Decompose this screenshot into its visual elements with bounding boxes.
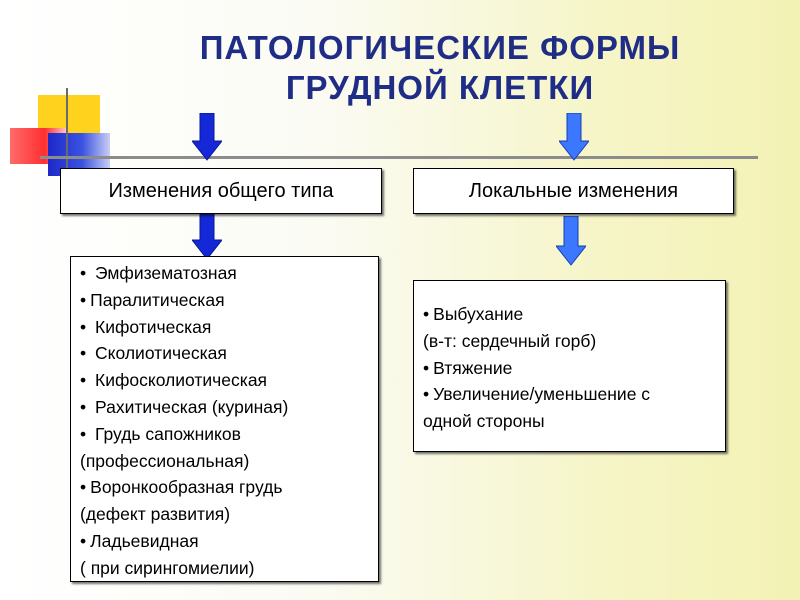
list-item: • Кифосколиотическая [80,367,378,394]
list-item: • Увеличение/уменьшение с [423,381,725,408]
list-item-continuation: (в-т: сердечный горб) [423,330,597,351]
list-item: • Грудь сапожников [80,421,378,448]
local-changes-list [413,280,726,452]
arrow-down-icon [559,113,589,161]
list-item: • Кифотическая [80,314,378,341]
list-item-continuation: (профессиональная) [80,450,250,471]
general-changes-list [70,256,379,582]
local-changes-heading [413,168,734,214]
local-changes-heading-label: Локальные изменения [468,179,679,202]
list-item: • Сколиотическая [80,340,378,367]
list-item: • Воронкообразная грудь [80,474,378,501]
list-item-continuation: ( при сирингомиелии) [80,557,255,578]
list-item-continuation: (дефект развития) [80,504,231,525]
deco-horizontal-line [40,156,758,159]
title-line-1: ПАТОЛОГИЧЕСКИЕ ФОРМЫ [199,29,681,66]
page-title [150,28,730,108]
arrow-down-icon [556,216,586,266]
list-item: • Ладьевидная [80,528,378,555]
list-item: • Выбухание [423,301,725,328]
general-changes-heading [60,168,382,214]
list-item: • Паралитическая [80,287,378,314]
deco-vertical-line [66,88,68,178]
list-item: • Рахитическая (куриная) [80,394,378,421]
arrow-down-icon [192,113,222,161]
arrow-down-icon [192,212,222,260]
general-changes-heading-label: Изменения общего типа [108,179,334,202]
list-item: • Втяжение [423,355,725,382]
list-item: • Эмфизематозная [80,260,378,287]
title-line-2: ГРУДНОЙ КЛЕТКИ [285,69,595,106]
list-item-continuation: одной стороны [423,411,545,432]
